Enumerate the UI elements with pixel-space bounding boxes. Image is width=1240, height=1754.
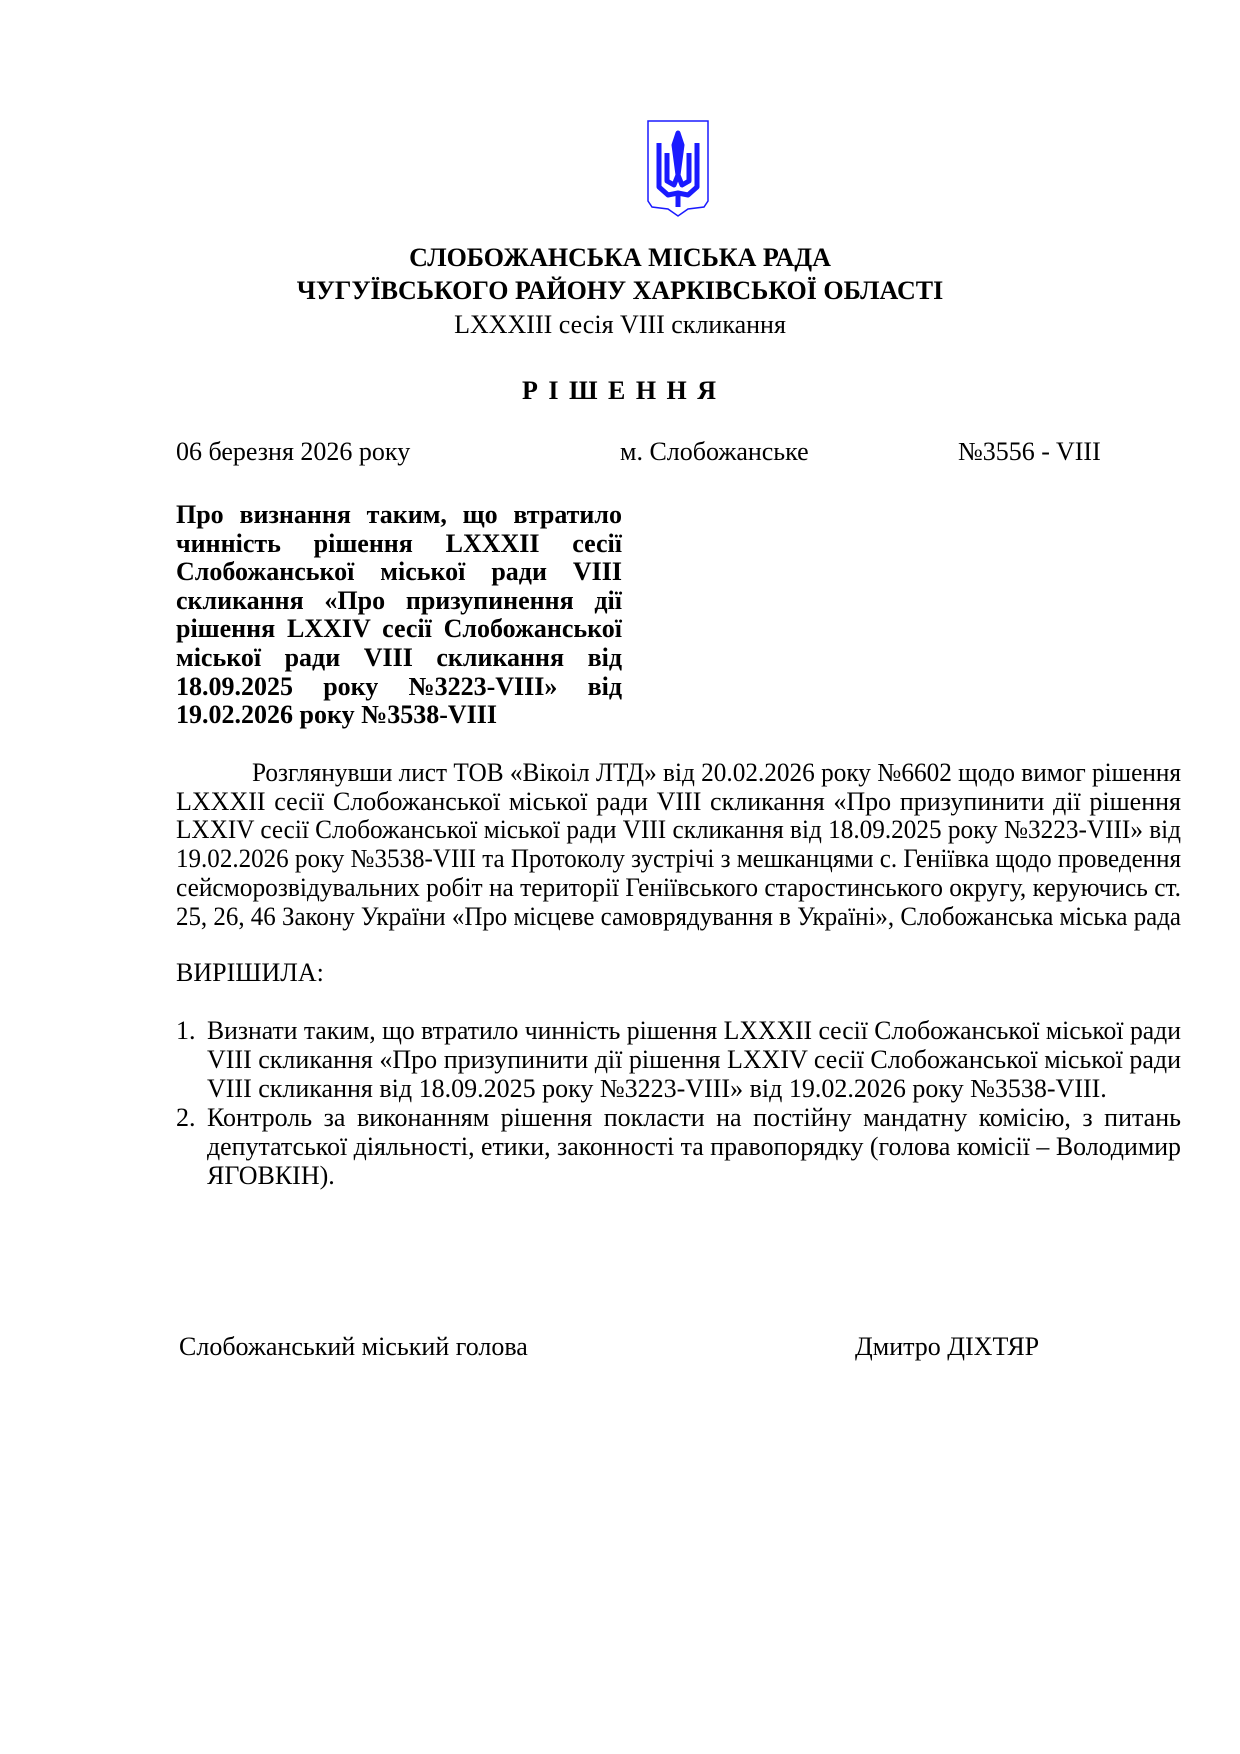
line-text: скликання «Про призупинення дії	[176, 585, 622, 615]
preamble-line	[176, 787, 1181, 816]
line-text: VIII скликання від 18.09.2025 року №3223-VIII» від 19.02.2026 року №3538-VIII.	[207, 1073, 1107, 1103]
preamble-line	[176, 844, 1181, 873]
line-text: депутатської діяльності, етики, законності та правопорядку (голова комісії – Володимир	[207, 1131, 1181, 1161]
subject-line	[176, 700, 622, 729]
subject-line	[176, 557, 622, 586]
item-number: 2.	[176, 1102, 196, 1132]
line-text: Визнати таким, що втратило чинність рішення LXXXII сесії Слобожанської міської ради	[207, 1016, 1181, 1045]
line-text: ЯГОВКІН).	[207, 1160, 335, 1190]
line-text: LXXIV сесії Слобожанської міської ради VIII скликання від 18.09.2025 року №3223-VIII» від	[176, 815, 1181, 845]
item-number: 1.	[176, 1016, 196, 1045]
item-line	[207, 1161, 1181, 1190]
line-text: рішення LXXIV сесії Слобожанської	[176, 614, 622, 644]
subject-line	[176, 614, 622, 643]
preamble-line	[252, 758, 1181, 787]
line-text: Про визнання таким, що втратило	[176, 500, 622, 529]
document-type: Р І Ш Е Н Н Я	[521, 376, 719, 405]
line-text: Контроль за виконанням рішення покласти на постійну мандатну комісію, з питань	[207, 1102, 1181, 1132]
preamble-line	[176, 815, 1181, 844]
item-line	[207, 1045, 1181, 1074]
decision-place: м. Слобожанське	[620, 437, 809, 466]
line-text: 19.02.2026 року №3538-VIII	[176, 700, 497, 730]
subject-line	[176, 643, 622, 672]
line-text: LXXXII сесії Слобожанської міської ради VIII скликання «Про призупинити дії рішення	[176, 786, 1181, 816]
preamble-line	[176, 873, 1181, 902]
line-text: міської ради VIII скликання від	[176, 643, 622, 672]
item-line	[207, 1074, 1181, 1103]
line-text: Слобожанської міської ради VIII	[176, 557, 622, 587]
ukraine-coat-of-arms-icon	[646, 119, 710, 217]
preamble-line	[176, 902, 1181, 931]
region-name: ЧУГУЇВСЬКОГО РАЙОНУ ХАРКІВСЬКОЇ ОБЛАСТІ	[296, 276, 944, 305]
line-text: чинність рішення LXXXII сесії	[176, 528, 622, 558]
line-text: 19.02.2026 року №3538-VIII та Протоколу зустрічі з мешканцями с. Геніївка щодо проведення	[176, 844, 1181, 874]
item-line	[207, 1016, 1181, 1045]
council-name: СЛОБОЖАНСЬКА МІСЬКА РАДА	[409, 243, 831, 272]
item-line	[207, 1103, 1181, 1132]
subject-line	[176, 586, 622, 615]
subject-line	[176, 672, 622, 701]
decision-date: 06 березня 2026 року	[176, 437, 411, 466]
decision-number: №3556 - VIII	[958, 437, 1101, 466]
item-line	[207, 1132, 1181, 1161]
line-text: Розглянувши лист ТОВ «Вікоіл ЛТД» від 20.02.2026 року №6602 щодо вимог рішення	[252, 758, 1181, 787]
line-text: VIII скликання «Про призупинити дії рішення LXXIV сесії Слобожанської міської ради	[207, 1044, 1181, 1074]
subject-line	[176, 529, 622, 558]
signature-title: Слобожанський міський голова	[179, 1332, 528, 1361]
resolved-label: ВИРІШИЛА:	[176, 958, 324, 987]
subject-line	[176, 500, 622, 529]
line-text: 18.09.2025 року №3223-VIII» від	[176, 671, 622, 701]
session-line: LXXXIII сесія VIII скликання	[454, 310, 786, 339]
signature-name: Дмитро ДІХТЯР	[855, 1332, 1040, 1361]
line-text: сейсморозвідувальних робіт на території Геніївського старостинського округу, керуючись ст.	[176, 872, 1181, 902]
line-text: 25, 26, 46 Закону України «Про місцеве самоврядування в Україні», Слобожанська міська рада	[176, 901, 1181, 931]
